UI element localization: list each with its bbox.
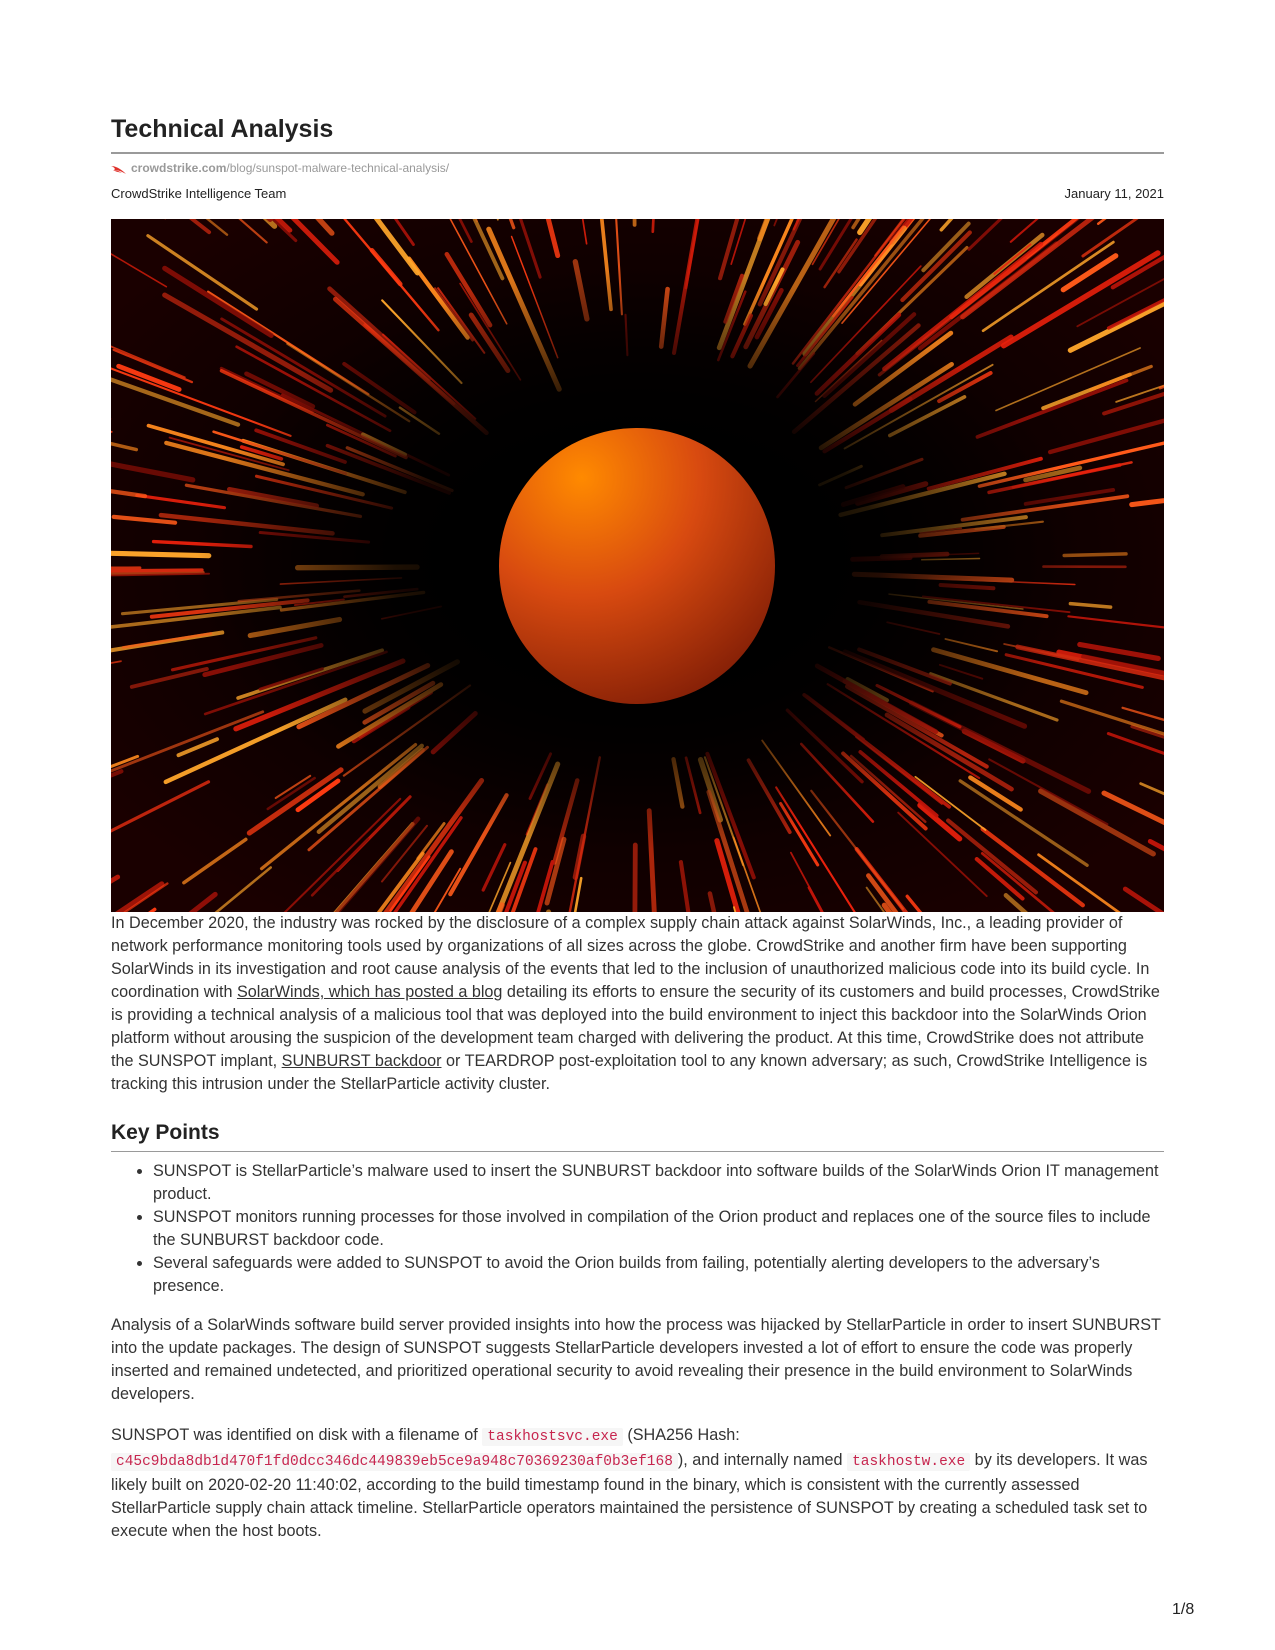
orange-sphere bbox=[499, 428, 775, 704]
list-item: • SUNSPOT is StellarParticle’s malware used to insert the SUNBURST backdoor into software builds of the SolarWinds Orion IT management product. bbox=[153, 1160, 1164, 1206]
byline bbox=[111, 186, 1164, 202]
author: CrowdStrike Intelligence Team bbox=[111, 186, 287, 201]
key-points-heading: Key Points bbox=[111, 1121, 220, 1144]
title-divider bbox=[111, 152, 1164, 154]
source-line[interactable] bbox=[111, 160, 449, 176]
list-item: • SUNSPOT monitors running processes for those involved in compilation of the Orion product and replaces one of the source files to include the SUNBURST backdoor code. bbox=[153, 1206, 1164, 1252]
page-title: Technical Analysis bbox=[111, 115, 334, 143]
intro-paragraph: In December 2020, the industry was rocked by the disclosure of a complex supply chain attack against SolarWinds, Inc., a leading provider of network performance monitoring tools used by organizations of all sizes across the globe. CrowdStrike and another firm have been supporting SolarWinds in its investigation and root cause analysis of the events that led to the inclusion of unauthorized malicious code into its build cycle. In coordination with SolarWinds, which has posted a blog detailing its efforts to ensure the security of its customers and build processes, CrowdStrike is providing a technical analysis of a malicious tool that was deployed into the build environment to inject this backdoor into the SolarWinds Orion platform without arousing the suspicion of the development team charged with delivering the product. At this time, CrowdStrike does not attribute the SUNSPOT implant, SUNBURST backdoor or TEARDROP post-exploitation tool to any known adversary; as such, CrowdStrike Intelligence is tracking this intrusion under the StellarParticle activity cluster. bbox=[111, 914, 1160, 1093]
sunspot-paragraph: SUNSPOT was identified on disk with a filename of taskhostsvc.exe (SHA256 Hash: c45c9bda8db1d470f1fd0dcc346dc449839eb5ce9a948c70369230af0b3ef168 ), and internally named taskhostw.exe by its developers. It was likely built on 2020-02-20 11:40:02, according to the build timestamp found in the binary, which is consistent with the currently assessed StellarParticle supply chain attack timeline. StellarParticle operators maintained the persistence of SUNSPOT by creating a scheduled task set to execute when the host boots. bbox=[111, 1426, 1148, 1540]
analysis-paragraph: Analysis of a SolarWinds software build server provided insights into how the process was hijacked by StellarParticle in order to insert SUNBURST into the update packages. The design of SUNSPOT suggests StellarParticle developers invested a lot of effort to ensure the code was properly inserted and remained undetected, and prioritized operational security to avoid revealing their presence in the build environment to SolarWinds developers. bbox=[111, 1316, 1161, 1403]
hero-image bbox=[111, 219, 1164, 912]
key-points-divider bbox=[111, 1151, 1164, 1152]
sunburst-backdoor-link[interactable]: SUNBURST backdoor bbox=[281, 1052, 442, 1070]
page-number: 1/8 bbox=[1172, 1601, 1195, 1618]
solarwinds-blog-link[interactable]: SolarWinds, which has posted a blog bbox=[236, 983, 503, 1001]
key-points-list bbox=[111, 1160, 1164, 1298]
internal-name-code: taskhostw.exe bbox=[847, 1453, 970, 1471]
sha256-code: c45c9bda8db1d470f1fd0dcc346dc449839eb5ce9a948c70369230af0b3ef168 bbox=[111, 1453, 678, 1471]
source-path: /blog/sunspot-malware-technical-analysis/ bbox=[226, 161, 450, 175]
starburst-illustration bbox=[111, 219, 1164, 912]
filename-code: taskhostsvc.exe bbox=[482, 1428, 623, 1446]
crowdstrike-falcon-icon bbox=[111, 163, 127, 173]
publish-date: January 11, 2021 bbox=[1064, 186, 1164, 201]
list-item: • Several safeguards were added to SUNSPOT to avoid the Orion builds from failing, potentially alerting developers to the adversary’s presence. bbox=[153, 1252, 1164, 1298]
source-domain: crowdstrike.com bbox=[131, 161, 227, 175]
